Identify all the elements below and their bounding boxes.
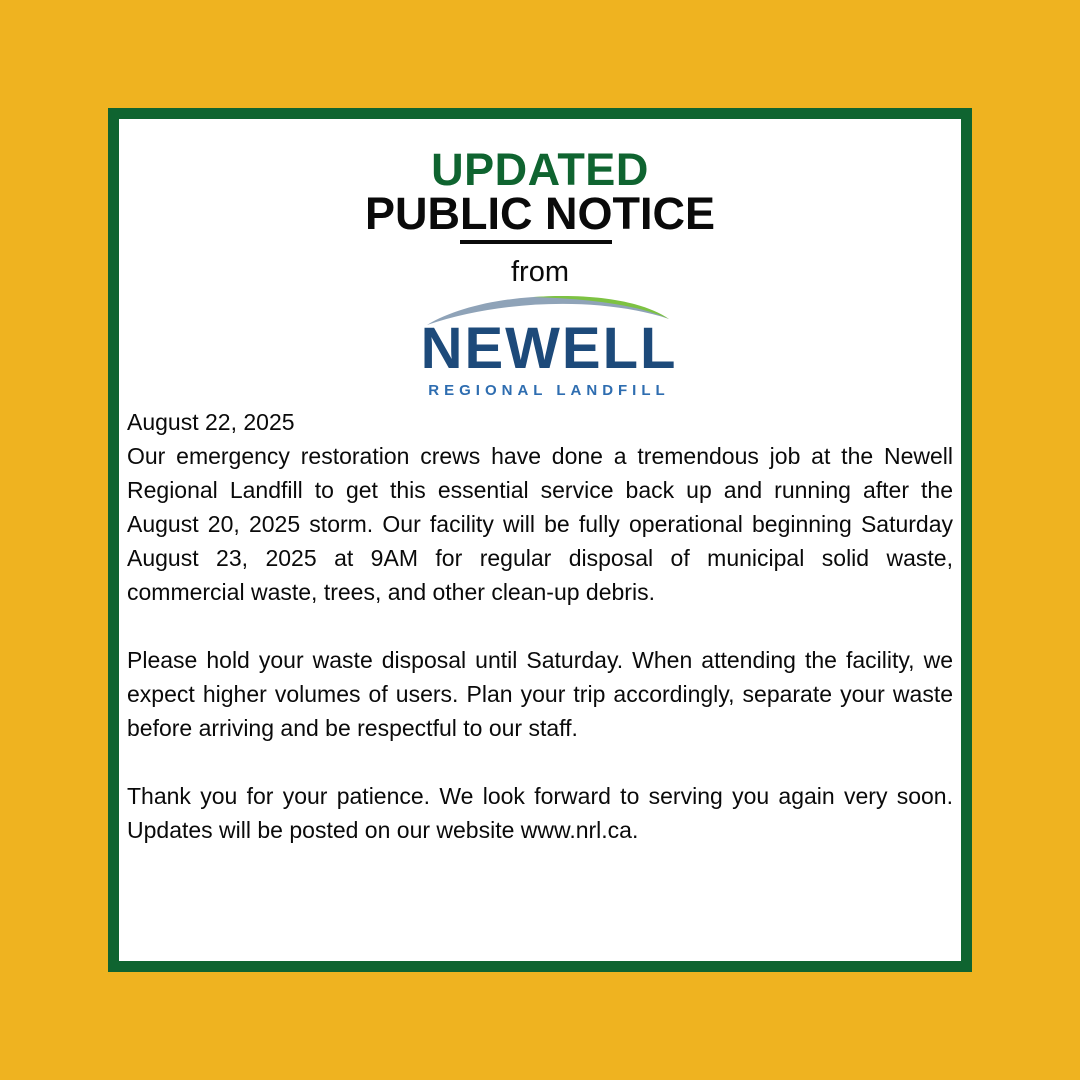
logo-name: NEWELL bbox=[420, 316, 678, 381]
notice-paragraph: Thank you for your patience. We look forward to serving you again very soon. Updates will be posted on our website www.nrl.ca. bbox=[127, 783, 953, 843]
public-notice-heading: PUBLIC NOTICE bbox=[364, 188, 715, 239]
notice-date: August 22, 2025 bbox=[127, 409, 295, 435]
notice-paragraph: Please hold your waste disposal until Saturday. When attending the facility, we expect higher volumes of users. Plan your trip accordingly, separate your waste before arriving and be respectful to our staff. bbox=[127, 647, 953, 741]
notice-card bbox=[108, 108, 972, 972]
logo-subtitle: REGIONAL LANDFILL bbox=[428, 382, 670, 399]
updated-heading: UPDATED bbox=[431, 144, 649, 195]
newell-logo bbox=[399, 289, 699, 405]
notice-paragraph: Our emergency restoration crews have done a tremendous job at the Newell Regional Landfill to get this essential service back up and running after the August 20, 2025 storm. Our facility will be fully operational beginning Saturday August 23, 2025 at 9AM for regular disposal of municipal solid waste, commercial waste, trees, and other clean-up debris. bbox=[127, 443, 953, 605]
heading-divider bbox=[460, 240, 612, 244]
notice-body bbox=[127, 405, 953, 847]
from-label: from bbox=[511, 256, 569, 288]
